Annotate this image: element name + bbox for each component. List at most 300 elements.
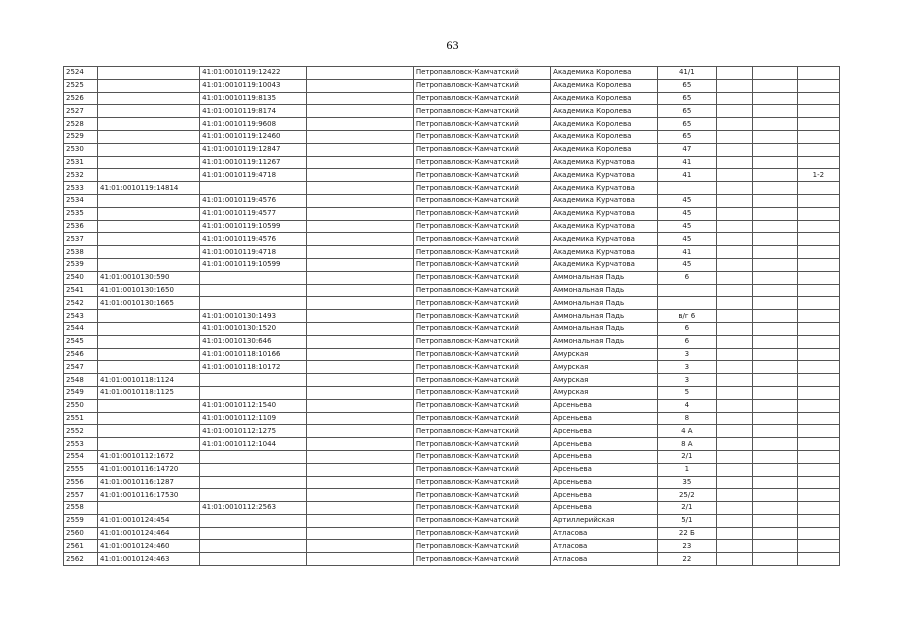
cadastral-number-cell [98,220,200,233]
table-row [64,79,840,92]
cadastral-number-alt-cell [200,540,307,553]
apartment-cell [797,284,839,297]
empty-cell [753,233,798,246]
empty-cell [306,118,413,131]
house-number-cell: 3 [657,348,716,361]
table-row [64,476,840,489]
row-number-cell: 2538 [64,246,98,259]
city-cell: Петропавловск-Камчатский [413,207,550,220]
empty-cell [306,540,413,553]
cadastral-number-cell [98,348,200,361]
street-cell: Атласова [551,540,658,553]
cadastral-number-cell: 41:01:0010116:17530 [98,489,200,502]
apartment-cell [797,386,839,399]
house-number-cell: 23 [657,540,716,553]
empty-cell [716,425,752,438]
empty-cell [716,374,752,387]
empty-cell [716,105,752,118]
row-number-cell: 2562 [64,553,98,566]
cadastral-number-cell: 41:01:0010124:454 [98,514,200,527]
table-row [64,502,840,515]
empty-cell [716,258,752,271]
empty-cell [716,130,752,143]
empty-cell [753,79,798,92]
empty-cell [753,169,798,182]
row-number-cell: 2524 [64,67,98,80]
row-number-cell: 2531 [64,156,98,169]
street-cell: Арсеньева [551,476,658,489]
cadastral-number-cell [98,105,200,118]
city-cell: Петропавловск-Камчатский [413,476,550,489]
row-number-cell: 2532 [64,169,98,182]
empty-cell [716,92,752,105]
cadastral-number-alt-cell: 41:01:0010119:10043 [200,79,307,92]
street-cell: Академика Королева [551,105,658,118]
apartment-cell [797,322,839,335]
city-cell: Петропавловск-Камчатский [413,553,550,566]
empty-cell [716,502,752,515]
city-cell: Петропавловск-Камчатский [413,310,550,323]
cadastral-number-alt-cell [200,182,307,195]
empty-cell [753,182,798,195]
street-cell: Арсеньева [551,412,658,425]
cadastral-number-cell: 41:01:0010118:1125 [98,386,200,399]
apartment-cell [797,476,839,489]
city-cell: Петропавловск-Камчатский [413,79,550,92]
empty-cell [716,386,752,399]
house-number-cell [657,297,716,310]
house-number-cell: 22 [657,553,716,566]
apartment-cell [797,194,839,207]
row-number-cell: 2547 [64,361,98,374]
house-number-cell: 3 [657,361,716,374]
empty-cell [306,92,413,105]
city-cell: Петропавловск-Камчатский [413,169,550,182]
empty-cell [306,258,413,271]
table-row [64,399,840,412]
city-cell: Петропавловск-Камчатский [413,399,550,412]
city-cell: Петропавловск-Камчатский [413,118,550,131]
city-cell: Петропавловск-Камчатский [413,194,550,207]
apartment-cell [797,540,839,553]
cadastral-number-alt-cell: 41:01:0010112:1044 [200,438,307,451]
table-row [64,284,840,297]
cadastral-number-alt-cell [200,374,307,387]
street-cell: Амурская [551,348,658,361]
city-cell: Петропавловск-Камчатский [413,374,550,387]
empty-cell [306,169,413,182]
row-number-cell: 2551 [64,412,98,425]
house-number-cell: 6 [657,335,716,348]
house-number-cell: 22 Б [657,527,716,540]
apartment-cell [797,118,839,131]
street-cell: Академика Курчатова [551,207,658,220]
street-cell: Академика Королева [551,118,658,131]
house-number-cell [657,284,716,297]
city-cell: Петропавловск-Камчатский [413,450,550,463]
cadastral-number-alt-cell: 41:01:0010119:8174 [200,105,307,118]
empty-cell [306,284,413,297]
empty-cell [306,105,413,118]
city-cell: Петропавловск-Камчатский [413,489,550,502]
cadastral-number-alt-cell: 41:01:0010119:4576 [200,194,307,207]
apartment-cell [797,361,839,374]
empty-cell [306,143,413,156]
cadastral-number-cell: 41:01:0010116:14720 [98,463,200,476]
table-row [64,233,840,246]
row-number-cell: 2527 [64,105,98,118]
cadastral-number-alt-cell [200,553,307,566]
house-number-cell: 25/2 [657,489,716,502]
apartment-cell [797,438,839,451]
empty-cell [753,540,798,553]
apartment-cell [797,79,839,92]
empty-cell [716,540,752,553]
row-number-cell: 2526 [64,92,98,105]
empty-cell [753,322,798,335]
street-cell: Академика Курчатова [551,233,658,246]
cadastral-number-alt-cell: 41:01:0010119:4718 [200,169,307,182]
cadastral-number-cell [98,156,200,169]
city-cell: Петропавловск-Камчатский [413,514,550,527]
empty-cell [716,246,752,259]
empty-cell [306,489,413,502]
row-number-cell: 2561 [64,540,98,553]
empty-cell [716,450,752,463]
row-number-cell: 2539 [64,258,98,271]
row-number-cell: 2540 [64,271,98,284]
cadastral-number-cell: 41:01:0010124:464 [98,527,200,540]
table-row [64,514,840,527]
cadastral-number-cell [98,207,200,220]
table-row [64,92,840,105]
city-cell: Петропавловск-Камчатский [413,297,550,310]
street-cell: Арсеньева [551,425,658,438]
empty-cell [306,361,413,374]
empty-cell [716,233,752,246]
apartment-cell [797,297,839,310]
empty-cell [716,348,752,361]
cadastral-number-cell [98,425,200,438]
empty-cell [753,386,798,399]
row-number-cell: 2554 [64,450,98,463]
apartment-cell [797,143,839,156]
empty-cell [716,361,752,374]
table-row [64,246,840,259]
empty-cell [753,284,798,297]
cadastral-number-alt-cell [200,386,307,399]
empty-cell [716,284,752,297]
cadastral-number-alt-cell: 41:01:0010119:12460 [200,130,307,143]
street-cell: Амурская [551,361,658,374]
row-number-cell: 2530 [64,143,98,156]
row-number-cell: 2555 [64,463,98,476]
cadastral-number-cell: 41:01:0010130:590 [98,271,200,284]
empty-cell [753,489,798,502]
cadastral-number-alt-cell: 41:01:0010119:9608 [200,118,307,131]
empty-cell [716,143,752,156]
empty-cell [753,399,798,412]
empty-cell [306,233,413,246]
empty-cell [716,67,752,80]
city-cell: Петропавловск-Камчатский [413,438,550,451]
row-number-cell: 2556 [64,476,98,489]
empty-cell [753,335,798,348]
row-number-cell: 2557 [64,489,98,502]
city-cell: Петропавловск-Камчатский [413,348,550,361]
cadastral-number-cell [98,67,200,80]
house-number-cell: 1 [657,463,716,476]
apartment-cell [797,67,839,80]
empty-cell [306,553,413,566]
empty-cell [716,220,752,233]
house-number-cell: 2/1 [657,502,716,515]
empty-cell [753,412,798,425]
table-row [64,412,840,425]
empty-cell [716,412,752,425]
empty-cell [306,207,413,220]
cadastral-number-alt-cell [200,463,307,476]
apartment-cell [797,553,839,566]
house-number-cell: 65 [657,105,716,118]
empty-cell [753,143,798,156]
street-cell: Аммональная Падь [551,271,658,284]
house-number-cell: 41 [657,246,716,259]
city-cell: Петропавловск-Камчатский [413,258,550,271]
street-cell: Академика Королева [551,92,658,105]
empty-cell [716,322,752,335]
apartment-cell [797,348,839,361]
city-cell: Петропавловск-Камчатский [413,156,550,169]
empty-cell [753,207,798,220]
city-cell: Петропавловск-Камчатский [413,67,550,80]
city-cell: Петропавловск-Камчатский [413,322,550,335]
cadastral-number-alt-cell [200,489,307,502]
empty-cell [753,194,798,207]
city-cell: Петропавловск-Камчатский [413,412,550,425]
apartment-cell [797,271,839,284]
house-number-cell: 6 [657,322,716,335]
cadastral-number-cell [98,502,200,515]
house-number-cell: 8 А [657,438,716,451]
table-row [64,297,840,310]
page-number: 63 [446,38,459,52]
house-number-cell: 3 [657,374,716,387]
empty-cell [716,118,752,131]
cadastral-number-alt-cell [200,476,307,489]
city-cell: Петропавловск-Камчатский [413,92,550,105]
table-row [64,348,840,361]
street-cell: Амурская [551,386,658,399]
apartment-cell [797,502,839,515]
empty-cell [753,67,798,80]
house-number-cell: 6 [657,271,716,284]
cadastral-number-cell: 41:01:0010124:463 [98,553,200,566]
street-cell: Академика Курчатова [551,194,658,207]
street-cell: Арсеньева [551,502,658,515]
city-cell: Петропавловск-Камчатский [413,284,550,297]
row-number-cell: 2558 [64,502,98,515]
empty-cell [716,169,752,182]
apartment-cell [797,105,839,118]
empty-cell [306,67,413,80]
empty-cell [753,374,798,387]
house-number-cell: 65 [657,92,716,105]
row-number-cell: 2559 [64,514,98,527]
city-cell: Петропавловск-Камчатский [413,425,550,438]
apartment-cell [797,399,839,412]
cadastral-number-cell: 41:01:0010124:460 [98,540,200,553]
city-cell: Петропавловск-Камчатский [413,463,550,476]
empty-cell [306,246,413,259]
empty-cell [753,105,798,118]
empty-cell [716,463,752,476]
table-row [64,361,840,374]
cadastral-number-cell [98,169,200,182]
row-number-cell: 2546 [64,348,98,361]
street-cell: Арсеньева [551,438,658,451]
table-row [64,438,840,451]
row-number-cell: 2549 [64,386,98,399]
empty-cell [306,79,413,92]
empty-cell [306,194,413,207]
cadastral-number-alt-cell: 41:01:0010118:10166 [200,348,307,361]
empty-cell [306,399,413,412]
street-cell: Академика Королева [551,130,658,143]
table-row [64,540,840,553]
empty-cell [753,92,798,105]
cadastral-number-cell [98,194,200,207]
empty-cell [716,476,752,489]
table-row [64,322,840,335]
cadastral-number-alt-cell: 41:01:0010119:10599 [200,258,307,271]
street-cell: Атласова [551,527,658,540]
cadastral-number-cell [98,361,200,374]
street-cell: Академика Королева [551,143,658,156]
empty-cell [716,182,752,195]
empty-cell [753,258,798,271]
table-row [64,553,840,566]
cadastral-number-cell [98,258,200,271]
cadastral-number-alt-cell: 41:01:0010130:1520 [200,322,307,335]
empty-cell [753,553,798,566]
table-row [64,207,840,220]
empty-cell [716,310,752,323]
street-cell: Аммональная Падь [551,297,658,310]
table-row [64,130,840,143]
cadastral-number-cell [98,118,200,131]
street-cell: Академика Курчатова [551,246,658,259]
row-number-cell: 2550 [64,399,98,412]
cadastral-number-alt-cell: 41:01:0010119:4577 [200,207,307,220]
cadastral-number-cell [98,246,200,259]
cadastral-number-alt-cell: 41:01:0010112:1540 [200,399,307,412]
empty-cell [306,348,413,361]
cadastral-number-alt-cell [200,450,307,463]
house-number-cell: 45 [657,233,716,246]
empty-cell [306,374,413,387]
empty-cell [306,271,413,284]
apartment-cell [797,182,839,195]
street-cell: Амурская [551,374,658,387]
table-row [64,220,840,233]
street-cell: Академика Курчатова [551,169,658,182]
empty-cell [753,361,798,374]
table-row [64,143,840,156]
empty-cell [716,207,752,220]
row-number-cell: 2533 [64,182,98,195]
empty-cell [753,130,798,143]
empty-cell [753,514,798,527]
empty-cell [716,514,752,527]
cadastral-number-cell [98,438,200,451]
empty-cell [306,156,413,169]
street-cell: Академика Королева [551,67,658,80]
table-row [64,463,840,476]
house-number-cell: 41/1 [657,67,716,80]
city-cell: Петропавловск-Камчатский [413,271,550,284]
empty-cell [716,399,752,412]
empty-cell [753,297,798,310]
empty-cell [306,297,413,310]
apartment-cell [797,335,839,348]
apartment-cell [797,310,839,323]
table-row [64,118,840,131]
empty-cell [306,182,413,195]
house-number-cell: 2/1 [657,450,716,463]
house-number-cell: 4 [657,399,716,412]
empty-cell [753,348,798,361]
empty-cell [753,527,798,540]
house-number-cell [657,182,716,195]
street-cell: Аммональная Падь [551,310,658,323]
apartment-cell [797,258,839,271]
house-number-cell: в/г 6 [657,310,716,323]
cadastral-number-alt-cell [200,297,307,310]
cadastral-number-cell [98,79,200,92]
cadastral-number-alt-cell: 41:01:0010112:2563 [200,502,307,515]
street-cell: Аммональная Падь [551,322,658,335]
house-number-cell: 45 [657,194,716,207]
apartment-cell [797,514,839,527]
row-number-cell: 2552 [64,425,98,438]
empty-cell [753,118,798,131]
cadastral-number-cell: 41:01:0010119:14814 [98,182,200,195]
row-number-cell: 2536 [64,220,98,233]
street-cell: Арсеньева [551,489,658,502]
empty-cell [716,156,752,169]
cadastral-number-cell: 41:01:0010112:1672 [98,450,200,463]
street-cell: Академика Курчатова [551,220,658,233]
table-row [64,105,840,118]
empty-cell [753,310,798,323]
table-row [64,489,840,502]
apartment-cell [797,489,839,502]
empty-cell [753,502,798,515]
row-number-cell: 2544 [64,322,98,335]
cadastral-number-cell [98,310,200,323]
city-cell: Петропавловск-Камчатский [413,220,550,233]
cadastral-number-alt-cell: 41:01:0010119:8135 [200,92,307,105]
street-cell: Атласова [551,553,658,566]
empty-cell [306,310,413,323]
house-number-cell: 65 [657,79,716,92]
empty-cell [306,322,413,335]
empty-cell [306,335,413,348]
table-row [64,527,840,540]
cadastral-number-alt-cell [200,284,307,297]
street-cell: Академика Курчатова [551,156,658,169]
